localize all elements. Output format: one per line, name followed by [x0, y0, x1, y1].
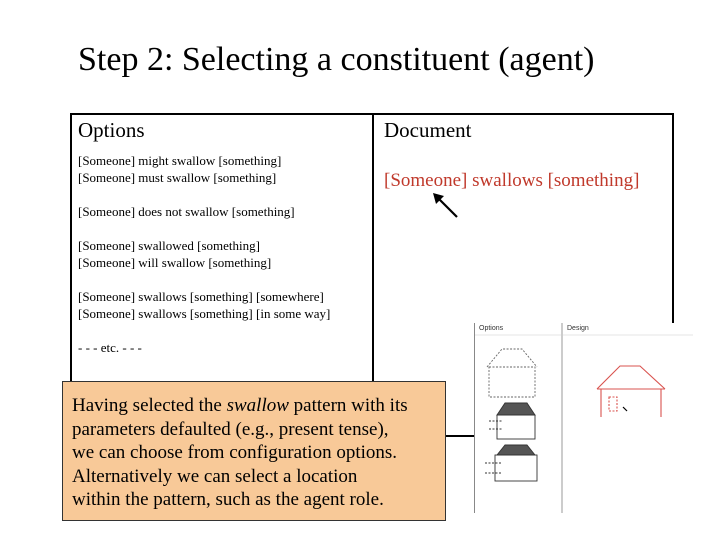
option-etc: - - - etc. - - -	[78, 340, 142, 355]
document-heading: Document	[384, 118, 472, 142]
callout-line: parameters defaulted (e.g., present tense),	[72, 418, 389, 440]
callout-emphasis: swallow	[226, 395, 289, 416]
callout-line: within the pattern, such as the agent role.	[72, 489, 384, 510]
callout-line: we can choose from configuration options.	[72, 442, 398, 463]
thumbnail-document-heading: Design	[567, 325, 589, 332]
option-item[interactable]: [Someone] swallowed [something]	[78, 238, 260, 253]
option-item[interactable]: [Someone] swallows [something] [somewhere]	[78, 289, 324, 304]
option-item[interactable]: [Someone] swallows [something] [in some way]	[78, 306, 331, 321]
callout-line: Alternatively we can select a location	[72, 465, 358, 487]
options-heading: Options	[78, 118, 145, 142]
workflow-thumbnail	[474, 323, 693, 513]
callout-line: Having selected the swallow pattern with its	[72, 395, 408, 416]
pointer-arrow-icon	[430, 190, 460, 220]
option-item[interactable]: [Someone] might swallow [something]	[78, 153, 282, 168]
thumbnail-options-heading: Options	[479, 325, 504, 332]
explanation-callout	[62, 381, 446, 521]
slide-title: Step 2: Selecting a constituent (agent)	[78, 41, 595, 78]
option-item[interactable]: [Someone] does not swallow [something]	[78, 204, 295, 219]
option-item[interactable]: [Someone] must swallow [something]	[78, 170, 277, 185]
document-sentence[interactable]: [Someone] swallows [something]	[384, 170, 640, 191]
thumbnail-sketch	[475, 323, 693, 513]
option-item[interactable]: [Someone] will swallow [something]	[78, 255, 272, 270]
